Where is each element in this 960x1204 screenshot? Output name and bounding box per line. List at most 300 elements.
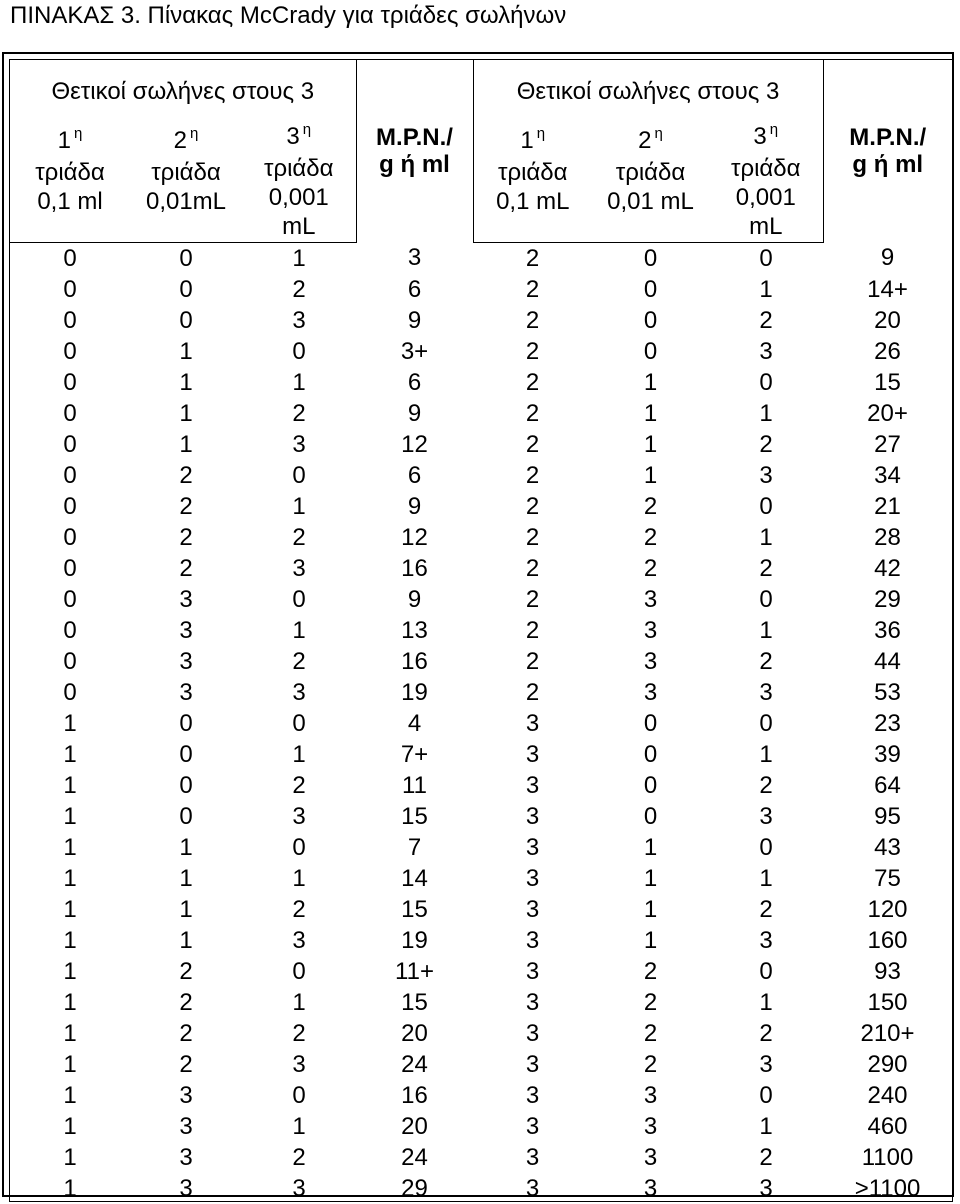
cell-mpn-right: 34: [874, 461, 901, 489]
cell-mpn-left: 3: [407, 244, 422, 272]
triad-word: τριάδα: [151, 159, 221, 186]
table-row: [10, 429, 952, 460]
cell-left-2nd-triad: 2: [179, 988, 193, 1016]
triad-number: 3: [286, 123, 300, 150]
cell-right-3rd-triad: 0: [759, 492, 773, 520]
table-row: [10, 336, 952, 367]
table-row: [10, 305, 952, 336]
cell-left-3rd-triad: 1: [292, 616, 306, 644]
cell-left-2nd-triad: 1: [179, 368, 193, 396]
cell-right-2nd-triad: 1: [643, 895, 658, 923]
cell-left-1st-triad: 0: [63, 306, 77, 334]
cell-right-1st-triad: 3: [525, 926, 540, 954]
cell-left-2nd-triad: 3: [179, 647, 193, 675]
cell-left-1st-triad: 1: [63, 833, 77, 861]
table-row: [10, 615, 952, 646]
cell-right-2nd-triad: 1: [643, 926, 658, 954]
cell-left-3rd-triad: 3: [292, 430, 306, 458]
cell-left-1st-triad: 0: [63, 678, 77, 706]
table-row: [10, 770, 952, 801]
cell-mpn-right: 9: [880, 244, 895, 272]
header-row-groups: [10, 60, 952, 122]
cell-right-2nd-triad: 0: [643, 802, 658, 830]
cell-right-2nd-triad: 1: [643, 864, 658, 892]
cell-right-3rd-triad: 1: [759, 523, 773, 551]
table-row: [10, 460, 952, 491]
cell-right-1st-triad: 2: [525, 430, 540, 458]
superscript-eta: η: [769, 121, 779, 138]
table-row: [10, 801, 952, 832]
cell-right-1st-triad: 3: [525, 740, 540, 768]
table-row: [10, 956, 952, 987]
cell-right-2nd-triad: 2: [643, 492, 658, 520]
cell-left-1st-triad: 0: [63, 585, 77, 613]
table-row: [10, 708, 952, 739]
cell-right-2nd-triad: 0: [643, 709, 658, 737]
cell-mpn-left: 6: [407, 368, 422, 396]
cell-mpn-left: 4: [407, 709, 422, 737]
cell-left-3rd-triad: 0: [292, 337, 306, 365]
cell-mpn-left: 15: [401, 988, 428, 1016]
cell-right-3rd-triad: 1: [759, 275, 773, 303]
cell-right-2nd-triad: 2: [643, 1050, 658, 1078]
triad-number: 3: [753, 123, 767, 150]
cell-right-3rd-triad: 3: [759, 678, 773, 706]
cell-left-2nd-triad: 0: [179, 306, 193, 334]
cell-mpn-right: 95: [874, 802, 901, 830]
cell-left-2nd-triad: 0: [179, 802, 193, 830]
cell-mpn-right: 120: [867, 895, 908, 923]
cell-right-3rd-triad: 0: [759, 368, 773, 396]
cell-right-1st-triad: 2: [525, 616, 540, 644]
cell-right-2nd-triad: 3: [643, 1112, 658, 1140]
cell-left-3rd-triad: 3: [292, 306, 306, 334]
cell-left-3rd-triad: 2: [292, 1019, 306, 1047]
cell-left-3rd-triad: 1: [292, 368, 306, 396]
triad-volume: 0,1 ml: [37, 188, 103, 215]
cell-mpn-left: 20: [401, 1112, 428, 1140]
cell-right-2nd-triad: 2: [643, 988, 658, 1016]
cell-mpn-right: 27: [874, 430, 901, 458]
triad-number: 2: [638, 127, 652, 154]
cell-right-1st-triad: 3: [525, 988, 540, 1016]
cell-left-1st-triad: 1: [63, 864, 77, 892]
cell-left-3rd-triad: 1: [292, 864, 306, 892]
cell-left-2nd-triad: 1: [179, 926, 193, 954]
cell-left-3rd-triad: 2: [292, 1143, 306, 1171]
cell-right-3rd-triad: 1: [759, 740, 773, 768]
cell-right-2nd-triad: 3: [643, 678, 658, 706]
cell-left-1st-triad: 0: [63, 337, 77, 365]
cell-right-3rd-triad: 1: [759, 864, 773, 892]
cell-right-3rd-triad: 1: [759, 1112, 773, 1140]
cell-mpn-right: 290: [867, 1050, 908, 1078]
cell-right-2nd-triad: 2: [643, 1019, 658, 1047]
triad-unit: mL: [282, 213, 316, 240]
cell-right-2nd-triad: 3: [643, 1143, 658, 1171]
cell-left-1st-triad: 1: [63, 926, 77, 954]
cell-right-3rd-triad: 0: [759, 833, 773, 861]
group-header-right: Θετικοί σωλήνες στους 3: [473, 60, 823, 122]
cell-right-1st-triad: 3: [525, 802, 540, 830]
cell-mpn-left: 19: [401, 926, 428, 954]
cell-left-2nd-triad: 0: [179, 709, 193, 737]
table-inner-frame: [9, 59, 953, 1202]
cell-mpn-right: 64: [874, 771, 901, 799]
cell-right-3rd-triad: 0: [759, 709, 773, 737]
cell-left-1st-triad: 0: [63, 523, 77, 551]
cell-left-3rd-triad: 2: [292, 399, 306, 427]
cell-left-2nd-triad: 0: [179, 771, 193, 799]
cell-mpn-left: 14: [401, 864, 428, 892]
cell-right-2nd-triad: 3: [643, 1081, 658, 1109]
triad-volume: 0,1 mL: [496, 188, 570, 215]
cell-left-3rd-triad: 2: [292, 523, 306, 551]
cell-left-1st-triad: 1: [63, 771, 77, 799]
cell-left-1st-triad: 1: [63, 802, 77, 830]
table-row: [10, 1018, 952, 1049]
cell-mpn-left: 6: [407, 275, 422, 303]
cell-left-3rd-triad: 0: [292, 709, 306, 737]
cell-mpn-right: 44: [874, 647, 901, 675]
cell-mpn-right: 39: [874, 740, 901, 768]
cell-right-2nd-triad: 0: [643, 337, 658, 365]
cell-left-2nd-triad: 3: [179, 585, 193, 613]
mpn-header-right: [823, 60, 952, 242]
cell-mpn-left: 13: [401, 616, 428, 644]
cell-right-2nd-triad: 1: [643, 399, 658, 427]
cell-right-3rd-triad: 0: [759, 244, 773, 272]
cell-left-1st-triad: 1: [63, 1019, 77, 1047]
cell-right-3rd-triad: 0: [759, 957, 773, 985]
cell-left-1st-triad: 0: [63, 368, 77, 396]
cell-right-2nd-triad: 1: [643, 430, 658, 458]
cell-mpn-left: 16: [401, 1081, 428, 1109]
table-row: [10, 491, 952, 522]
cell-mpn-right: >1100: [854, 1174, 921, 1202]
cell-left-2nd-triad: 1: [179, 337, 193, 365]
cell-right-1st-triad: 3: [525, 1174, 540, 1202]
cell-mpn-right: 93: [874, 957, 901, 985]
mpn-header-left-line2: g ή ml: [379, 151, 450, 178]
cell-mpn-right: 150: [867, 988, 908, 1016]
mpn-header-left-line1: M.P.N./: [376, 124, 453, 151]
mpn-header-left: [356, 60, 473, 242]
cell-left-3rd-triad: 3: [292, 802, 306, 830]
cell-mpn-right: 240: [867, 1081, 908, 1109]
triad-word: τριάδα: [730, 155, 801, 182]
cell-right-3rd-triad: 2: [759, 430, 773, 458]
cell-left-1st-triad: 1: [63, 1081, 77, 1109]
cell-left-2nd-triad: 2: [179, 492, 193, 520]
cell-right-3rd-triad: 2: [759, 771, 773, 799]
cell-right-3rd-triad: 3: [759, 461, 773, 489]
table-row: [10, 1080, 952, 1111]
cell-mpn-right: 23: [874, 709, 901, 737]
cell-right-2nd-triad: 2: [643, 957, 658, 985]
cell-mpn-left: 12: [401, 523, 428, 551]
cell-right-3rd-triad: 3: [759, 926, 773, 954]
cell-right-1st-triad: 2: [525, 337, 540, 365]
cell-left-3rd-triad: 0: [292, 1081, 306, 1109]
cell-right-1st-triad: 3: [525, 833, 540, 861]
cell-left-1st-triad: 1: [63, 1174, 77, 1202]
cell-mpn-right: 26: [874, 337, 901, 365]
cell-right-2nd-triad: 0: [643, 275, 658, 303]
cell-right-3rd-triad: 2: [759, 1019, 773, 1047]
cell-left-3rd-triad: 2: [292, 647, 306, 675]
cell-mpn-left: 9: [407, 585, 422, 613]
cell-right-1st-triad: 2: [525, 585, 540, 613]
cell-mpn-left: 7: [407, 833, 422, 861]
col-header-left-1: [10, 122, 130, 242]
cell-right-2nd-triad: 3: [643, 1174, 658, 1202]
table-row: [10, 925, 952, 956]
cell-right-3rd-triad: 2: [759, 306, 773, 334]
cell-right-3rd-triad: 3: [759, 1050, 773, 1078]
cell-left-3rd-triad: 3: [292, 554, 306, 582]
cell-left-2nd-triad: 1: [179, 895, 193, 923]
cell-left-3rd-triad: 2: [292, 895, 306, 923]
cell-right-1st-triad: 3: [525, 1081, 540, 1109]
cell-mpn-left: 24: [401, 1050, 428, 1078]
col-header-left-2: [130, 122, 242, 242]
cell-mpn-right: 1100: [861, 1143, 914, 1171]
cell-right-3rd-triad: 3: [759, 1174, 773, 1202]
cell-left-3rd-triad: 0: [292, 957, 306, 985]
table-row: [10, 863, 952, 894]
cell-mpn-right: 15: [874, 368, 901, 396]
cell-mpn-right: 28: [874, 523, 901, 551]
cell-left-1st-triad: 1: [63, 1112, 77, 1140]
cell-left-3rd-triad: 3: [292, 926, 306, 954]
cell-left-1st-triad: 1: [63, 1143, 77, 1171]
cell-mpn-left: 24: [401, 1143, 428, 1171]
cell-left-1st-triad: 1: [63, 957, 77, 985]
cell-left-1st-triad: 0: [63, 430, 77, 458]
cell-left-3rd-triad: 0: [292, 585, 306, 613]
cell-left-1st-triad: 0: [63, 399, 77, 427]
cell-mpn-right: 160: [867, 926, 908, 954]
cell-right-3rd-triad: 0: [759, 1081, 773, 1109]
table-row: [10, 522, 952, 553]
superscript-eta: η: [302, 121, 312, 138]
cell-right-3rd-triad: 2: [759, 1143, 773, 1171]
cell-left-1st-triad: 0: [63, 244, 77, 272]
cell-left-1st-triad: 1: [63, 740, 77, 768]
superscript-eta: η: [654, 125, 663, 142]
triad-word: τριάδα: [615, 159, 686, 186]
cell-mpn-left: 9: [407, 492, 422, 520]
triad-volume: 0,001: [735, 184, 796, 211]
cell-right-2nd-triad: 3: [643, 616, 658, 644]
col-header-right-3: [709, 122, 823, 242]
table-row: [10, 739, 952, 770]
cell-mpn-left: 11: [402, 771, 427, 799]
cell-left-2nd-triad: 0: [179, 275, 193, 303]
cell-left-2nd-triad: 3: [179, 1174, 193, 1202]
cell-mpn-left: 15: [401, 895, 428, 923]
table-row: [10, 832, 952, 863]
table-row: [10, 1142, 952, 1173]
table-row: [10, 367, 952, 398]
cell-left-3rd-triad: 1: [292, 988, 306, 1016]
cell-right-3rd-triad: 1: [759, 616, 773, 644]
cell-right-2nd-triad: 0: [643, 771, 658, 799]
cell-left-3rd-triad: 3: [292, 1174, 306, 1202]
cell-left-2nd-triad: 2: [179, 523, 193, 551]
superscript-eta: η: [74, 125, 83, 142]
cell-left-2nd-triad: 3: [179, 1112, 193, 1140]
triad-unit: mL: [749, 213, 783, 240]
cell-right-2nd-triad: 2: [643, 523, 658, 551]
col-header-right-1: [473, 122, 592, 242]
cell-right-1st-triad: 2: [525, 244, 540, 272]
triad-number: 1: [57, 127, 71, 154]
cell-left-3rd-triad: 0: [292, 461, 306, 489]
table-row: [10, 584, 952, 615]
header-row-triads: [10, 122, 952, 242]
cell-left-2nd-triad: 3: [179, 1143, 193, 1171]
cell-right-2nd-triad: 3: [643, 585, 658, 613]
cell-left-2nd-triad: 1: [179, 399, 193, 427]
cell-right-2nd-triad: 1: [643, 368, 658, 396]
cell-right-2nd-triad: 3: [643, 647, 658, 675]
page-title: ΠΙΝΑΚΑΣ 3. Πίνακας McCrady για τριάδες σωλήνων: [10, 2, 567, 29]
cell-right-1st-triad: 2: [525, 554, 540, 582]
cell-mpn-right: 42: [874, 554, 901, 582]
cell-left-2nd-triad: 2: [179, 1019, 193, 1047]
cell-left-2nd-triad: 1: [179, 833, 193, 861]
cell-right-1st-triad: 2: [525, 523, 540, 551]
cell-mpn-left: 7+: [400, 740, 429, 768]
cell-right-1st-triad: 2: [525, 678, 540, 706]
table-row: [10, 646, 952, 677]
cell-right-3rd-triad: 2: [759, 647, 773, 675]
cell-left-1st-triad: 0: [63, 275, 77, 303]
cell-left-3rd-triad: 1: [292, 1112, 306, 1140]
cell-right-1st-triad: 2: [525, 647, 540, 675]
triad-number: 1: [520, 127, 534, 154]
cell-mpn-right: 21: [874, 492, 901, 520]
mpn-header-right-line2: g ή ml: [852, 151, 924, 178]
cell-left-2nd-triad: 0: [179, 244, 193, 272]
table-row: [10, 1173, 952, 1204]
table-row: [10, 677, 952, 708]
cell-right-1st-triad: 3: [525, 1019, 540, 1047]
cell-left-1st-triad: 1: [63, 895, 77, 923]
table-row: [10, 242, 952, 274]
cell-right-2nd-triad: 0: [643, 306, 658, 334]
cell-left-1st-triad: 0: [63, 647, 77, 675]
cell-left-3rd-triad: 3: [292, 1050, 306, 1078]
cell-left-2nd-triad: 2: [179, 554, 193, 582]
cell-mpn-right: 460: [867, 1112, 908, 1140]
cell-left-2nd-triad: 3: [179, 616, 193, 644]
cell-right-2nd-triad: 0: [643, 740, 658, 768]
cell-right-2nd-triad: 1: [643, 461, 658, 489]
cell-left-2nd-triad: 2: [179, 1050, 193, 1078]
col-header-left-3: [242, 122, 356, 242]
table-row: [10, 553, 952, 584]
cell-mpn-left: 19: [401, 678, 428, 706]
mpn-header-right-line1: M.P.N./: [849, 124, 927, 151]
cell-left-2nd-triad: 3: [179, 1081, 193, 1109]
cell-mpn-left: 3+: [400, 337, 429, 365]
triad-word: τριάδα: [263, 155, 334, 182]
cell-right-3rd-triad: 2: [759, 554, 773, 582]
cell-right-1st-triad: 3: [525, 895, 540, 923]
table-row: [10, 1049, 952, 1080]
cell-mpn-right: 14+: [867, 275, 908, 303]
cell-mpn-left: 16: [401, 647, 428, 675]
table-row: [10, 987, 952, 1018]
cell-mpn-right: 29: [874, 585, 901, 613]
cell-mpn-right: 20+: [867, 399, 908, 427]
mccrady-table: [10, 60, 952, 1204]
triad-number: 2: [173, 127, 187, 154]
cell-mpn-left: 16: [401, 554, 428, 582]
cell-right-1st-triad: 3: [525, 771, 540, 799]
cell-right-3rd-triad: 0: [759, 585, 773, 613]
cell-right-1st-triad: 2: [525, 306, 540, 334]
cell-left-2nd-triad: 0: [179, 740, 193, 768]
cell-mpn-right: 53: [874, 678, 901, 706]
cell-right-3rd-triad: 1: [759, 399, 773, 427]
cell-left-3rd-triad: 2: [292, 771, 306, 799]
triad-volume: 0,001: [268, 184, 329, 211]
table-frame: [2, 52, 954, 1202]
cell-mpn-right: 36: [874, 616, 901, 644]
col-header-right-2: [592, 122, 709, 242]
cell-left-3rd-triad: 1: [292, 244, 306, 272]
cell-left-1st-triad: 1: [63, 988, 77, 1016]
cell-left-2nd-triad: 1: [179, 864, 193, 892]
cell-right-1st-triad: 2: [525, 275, 540, 303]
cell-left-1st-triad: 1: [63, 1050, 77, 1078]
triad-volume: 0,01 mL: [607, 188, 694, 215]
cell-mpn-left: 9: [407, 306, 422, 334]
cell-left-2nd-triad: 1: [179, 430, 193, 458]
superscript-eta: η: [190, 125, 199, 142]
cell-mpn-left: 12: [401, 430, 428, 458]
table-row: [10, 398, 952, 429]
triad-volume: 0,01mL: [145, 188, 227, 215]
cell-mpn-left: 9: [407, 399, 422, 427]
cell-right-1st-triad: 3: [525, 1112, 540, 1140]
triad-word: τριάδα: [497, 159, 568, 186]
cell-mpn-right: 20: [874, 306, 901, 334]
cell-left-2nd-triad: 2: [179, 957, 193, 985]
cell-right-2nd-triad: 2: [643, 554, 658, 582]
table-row: [10, 1111, 952, 1142]
cell-right-1st-triad: 3: [525, 1143, 540, 1171]
cell-mpn-left: 11+: [395, 957, 434, 985]
cell-left-3rd-triad: 1: [292, 740, 306, 768]
cell-right-2nd-triad: 0: [643, 244, 658, 272]
cell-mpn-right: 75: [874, 864, 901, 892]
cell-right-3rd-triad: 2: [759, 895, 773, 923]
cell-left-3rd-triad: 3: [292, 678, 306, 706]
cell-left-1st-triad: 0: [63, 461, 77, 489]
cell-left-1st-triad: 0: [63, 616, 77, 644]
cell-right-1st-triad: 3: [525, 864, 540, 892]
cell-left-1st-triad: 1: [63, 709, 77, 737]
cell-right-3rd-triad: 3: [759, 802, 773, 830]
table-row: [10, 274, 952, 305]
cell-mpn-left: 6: [407, 461, 422, 489]
cell-left-2nd-triad: 3: [179, 678, 193, 706]
